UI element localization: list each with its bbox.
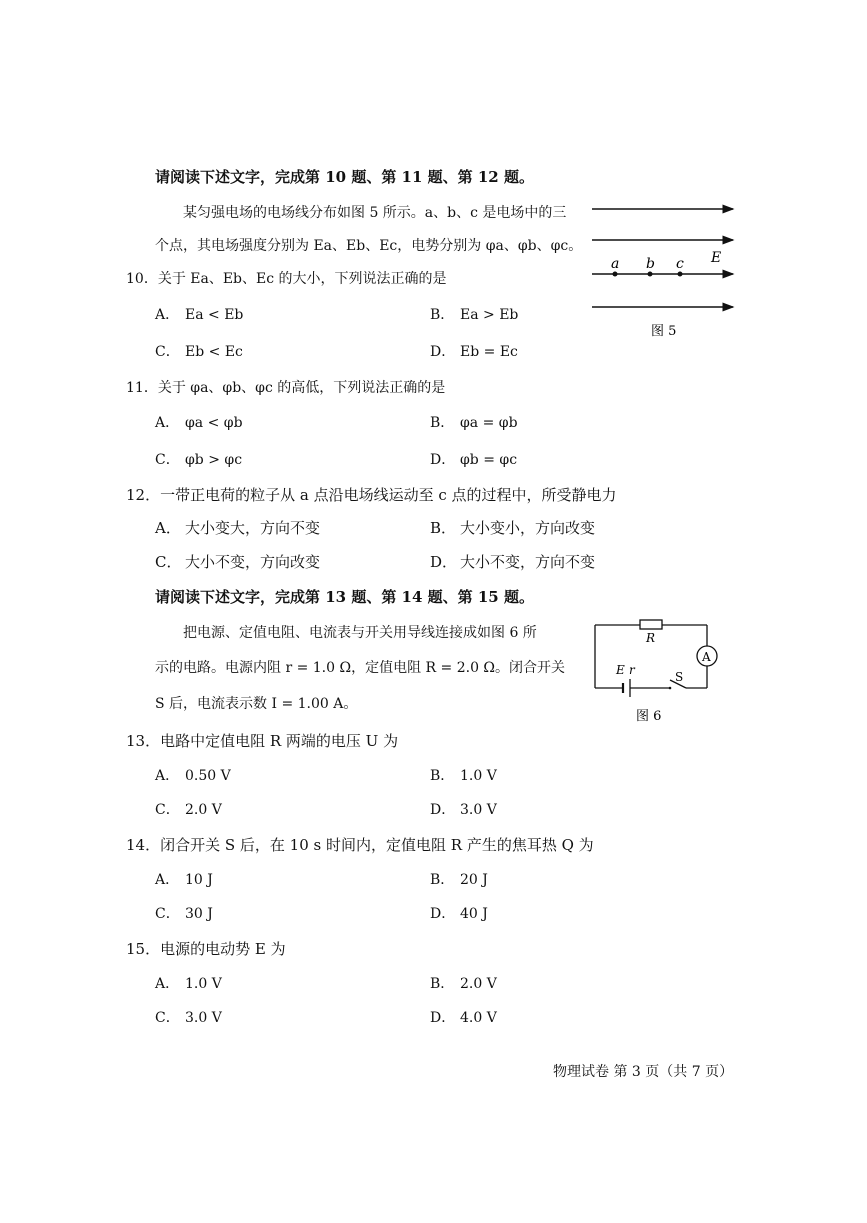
- point-c-label: c: [676, 256, 684, 272]
- internal-resistance-label: r: [629, 663, 635, 677]
- q13-option-a: A． 0.50 V: [155, 768, 231, 784]
- point-b: [648, 272, 653, 277]
- q10-option-c: C． Eb < Ec: [155, 344, 243, 360]
- section-intro-2: 请阅读下述文字，完成第 13 题、第 14 题、第 15 题。: [155, 588, 534, 606]
- q12-stem: 12．一带正电荷的粒子从 a 点沿电场线运动至 c 点的过程中，所受静电力: [126, 486, 617, 504]
- q14-option-b: B． 20 J: [430, 872, 488, 888]
- q12-option-b: B． 大小变小，方向改变: [430, 519, 596, 537]
- q13-option-d: D． 3.0 V: [430, 802, 497, 818]
- q14-option-a: A． 10 J: [155, 872, 213, 888]
- passage-1-line-1: 某匀强电场的电场线分布如图 5 所示。a、b、c 是电场中的三: [183, 205, 567, 221]
- page-footer: 物理试卷 第 3 页（共 7 页）: [553, 1064, 734, 1080]
- q15-stem: 15．电源的电动势 E 为: [126, 940, 286, 958]
- q10-stem: 10．关于 Ea、Eb、Ec 的大小，下列说法正确的是: [126, 271, 447, 287]
- switch-label: S: [675, 670, 684, 684]
- passage-2-line-1: 把电源、定值电阻、电流表与开关用导线连接成如图 6 所: [183, 625, 537, 641]
- point-c: [678, 272, 683, 277]
- q15-option-c: C． 3.0 V: [155, 1010, 222, 1026]
- q10-option-b: B． Ea > Eb: [430, 307, 519, 323]
- passage-2-line-3: S 后，电流表示数 I = 1.00 A。: [155, 696, 358, 712]
- field-e-label: E: [711, 250, 722, 266]
- q11-option-a: A． φa < φb: [155, 415, 243, 431]
- emf-label: E: [616, 663, 625, 677]
- q12-option-c: C． 大小不变，方向改变: [155, 553, 321, 571]
- resistor-r: [640, 620, 662, 629]
- section-intro-1: 请阅读下述文字，完成第 10 题、第 11 题、第 12 题。: [155, 168, 534, 186]
- q11-option-c: C． φb > φc: [155, 452, 243, 468]
- ammeter-label: A: [702, 650, 711, 664]
- point-b-label: b: [646, 256, 655, 272]
- passage-1-line-2: 个点，其电场强度分别为 Ea、Eb、Ec，电势分别为 φa、φb、φc。: [155, 238, 583, 254]
- q10-option-d: D． Eb = Ec: [430, 344, 518, 360]
- point-a: [613, 272, 618, 277]
- q15-option-b: B． 2.0 V: [430, 976, 497, 992]
- q11-option-d: D． φb = φc: [430, 452, 518, 468]
- q11-stem: 11．关于 φa、φb、φc 的高低，下列说法正确的是: [126, 380, 446, 396]
- figure-5-electric-field: [585, 195, 745, 340]
- point-a-label: a: [611, 256, 620, 272]
- passage-2-line-2: 示的电路。电源内阻 r = 1.0 Ω，定值电阻 R = 2.0 Ω。闭合开关: [155, 660, 566, 676]
- figure-5-caption: 图 5: [651, 324, 677, 339]
- q14-option-c: C． 30 J: [155, 906, 213, 922]
- figure-6-caption: 图 6: [636, 709, 662, 724]
- q14-stem: 14．闭合开关 S 后，在 10 s 时间内，定值电阻 R 产生的焦耳热 Q 为: [126, 836, 594, 854]
- q10-option-a: A． Ea < Eb: [155, 307, 244, 323]
- resistor-label: R: [646, 631, 656, 645]
- q11-option-b: B． φa = φb: [430, 415, 518, 431]
- q13-stem: 13．电路中定值电阻 R 两端的电压 U 为: [126, 732, 399, 750]
- q13-option-c: C． 2.0 V: [155, 802, 222, 818]
- q12-option-a: A． 大小变大，方向不变: [155, 519, 321, 537]
- q14-option-d: D． 40 J: [430, 906, 488, 922]
- figure-6-circuit: [590, 617, 720, 727]
- q13-option-b: B． 1.0 V: [430, 768, 497, 784]
- q12-option-d: D． 大小不变，方向不变: [430, 553, 596, 571]
- q15-option-a: A． 1.0 V: [155, 976, 222, 992]
- q15-option-d: D． 4.0 V: [430, 1010, 497, 1026]
